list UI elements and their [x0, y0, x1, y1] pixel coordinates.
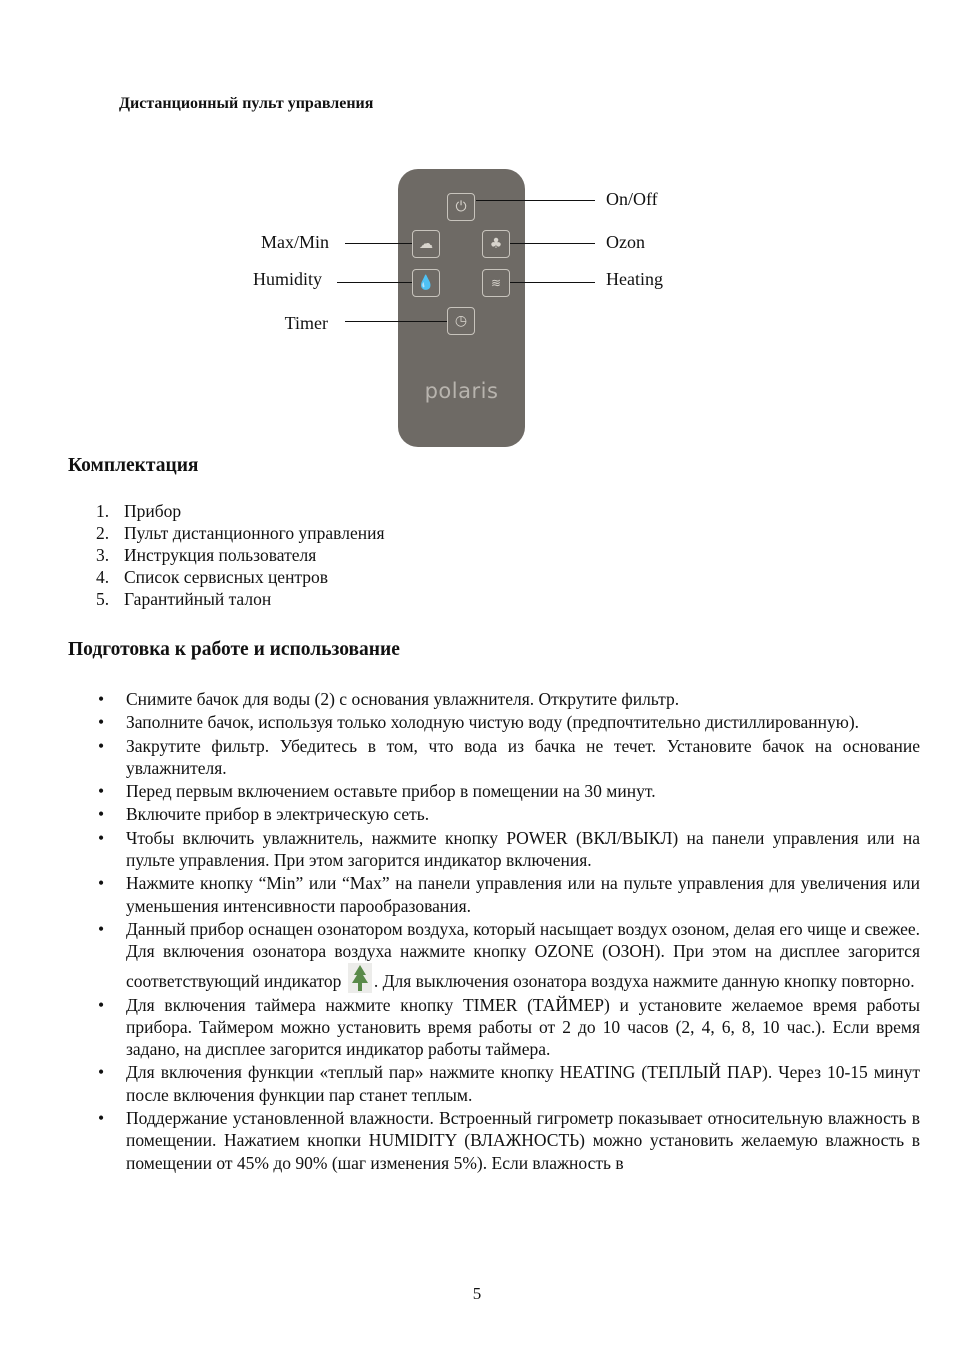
- bullet-item: [96, 1061, 920, 1106]
- bullet-item: [96, 735, 920, 780]
- label-ozon: Ozon: [606, 232, 645, 252]
- bullet-item: [96, 827, 920, 872]
- ozone-indicator-icon: [348, 963, 372, 993]
- callout-line: [510, 243, 595, 244]
- contents-item: [96, 588, 385, 610]
- bullet-text: Чтобы включить увлажнитель, нажмите кнопку POWER (ВКЛ/ВЫКЛ) на панели управления или на пульте управления. При этом загорится индикатор включения.: [126, 827, 920, 871]
- label-timer: Timer: [284, 313, 328, 333]
- droplets-icon: 💧: [412, 269, 440, 297]
- cloud-steam-icon: ☁: [412, 230, 440, 258]
- power-icon: ⏻: [447, 193, 475, 221]
- contents-heading: Комплектация: [68, 455, 199, 476]
- item-number: 3.: [96, 545, 110, 565]
- heat-waves-icon: ≋: [482, 269, 510, 297]
- contents-item: [96, 522, 385, 544]
- bullet-text: Данный прибор оснащен озонатором воздуха, который насыщает воздух озоном, делая его чище и свежее. Для включения озонатора воздуха нажмите кнопку OZONE (ОЗОН). При этом на дисплее загорится соответствующий индикатор: [126, 918, 920, 991]
- contents-list: [96, 500, 385, 610]
- bullet-item: [96, 918, 920, 993]
- callout-line: [345, 243, 412, 244]
- brand-logo: polaris: [424, 379, 499, 403]
- tree-icon: ♣: [482, 230, 510, 258]
- bullet-text: Для включения функции «теплый пар» нажмите кнопку HEATING (ТЕПЛЫЙ ПАР). Через 10-15 минут после включения функции пар станет теплым.: [126, 1062, 920, 1105]
- bullet-text: Заполните бачок, используя только холодную чистую воду (предпочтительно дистиллированную).: [126, 712, 860, 733]
- contents-item: [96, 544, 385, 566]
- label-onoff: On/Off: [606, 189, 658, 209]
- page-number: 5: [472, 1284, 482, 1303]
- callout-line: [510, 282, 595, 283]
- item-number: 1.: [96, 501, 110, 521]
- usage-heading: Подготовка к работе и использование: [68, 639, 400, 660]
- bullet-text: Перед первым включением оставьте прибор в помещении на 30 минут.: [126, 781, 656, 802]
- remote-control-image: [398, 169, 525, 447]
- label-humidity: Humidity: [252, 269, 322, 289]
- bullet-item: [96, 872, 920, 917]
- item-number: 4.: [96, 567, 110, 587]
- label-heating: Heating: [606, 269, 663, 289]
- bullet-text: Нажмите кнопку “Min” или “Max” на панели управления или на пульте управления для увеличения или уменьшения интенсивности парообразования.: [126, 873, 920, 916]
- item-text: Пульт дистанционного управления: [124, 523, 385, 543]
- item-number: 2.: [96, 523, 110, 543]
- bullet-text-continued: . Для выключения озонатора воздуха нажмите данную кнопку повторно.: [373, 970, 915, 991]
- label-maxmin: Max/Min: [260, 232, 329, 252]
- item-text: Прибор: [124, 501, 182, 521]
- contents-item: [96, 500, 385, 522]
- item-text: Гарантийный талон: [124, 589, 272, 609]
- bullet-item: [96, 1107, 920, 1174]
- bullet-item: [96, 711, 920, 733]
- bullet-item: [96, 803, 920, 825]
- item-text: Инструкция пользователя: [124, 545, 317, 565]
- bullet-text: Поддержание установленной влажности. Встроенный гигрометр показывает относительную влажность в помещении. Нажатием кнопки HUMIDITY (ВЛАЖНОСТЬ) можно установить желаемую влажность в помещении от 45% до 90% (шаг изменения 5%). Если влажность в: [126, 1108, 920, 1173]
- bullet-text: Для включения таймера нажмите кнопку TIMER (ТАЙМЕР) и установите желаемое время работы прибора. Таймером можно установить время работы от 2 до 10 часов (2, 4, 6, 8, 10 час.). Если время задано, на дисплее загорится индикатор работы таймера.: [126, 994, 920, 1060]
- bullet-item: [96, 780, 920, 802]
- callout-line: [337, 282, 412, 283]
- remote-section-title: Дистанционный пульт управления: [119, 95, 374, 112]
- bullet-item: [96, 994, 920, 1061]
- bullet-text: Закрутите фильтр. Убедитесь в том, что вода из бачка не течет. Установите бачок на основание увлажнителя.: [126, 735, 920, 778]
- bullet-text: Снимите бачок для воды (2) с основания увлажнителя. Открутите фильтр.: [126, 689, 680, 709]
- item-number: 5.: [96, 589, 110, 609]
- bullet-text: Включите прибор в электрическую сеть.: [126, 804, 430, 825]
- clock-icon: ◷: [447, 307, 475, 335]
- usage-bullet-list: [96, 688, 920, 1175]
- item-text: Список сервисных центров: [124, 567, 329, 587]
- bullet-item: [96, 688, 920, 710]
- callout-line: [345, 321, 447, 322]
- contents-item: [96, 566, 385, 588]
- callout-line: [476, 200, 595, 201]
